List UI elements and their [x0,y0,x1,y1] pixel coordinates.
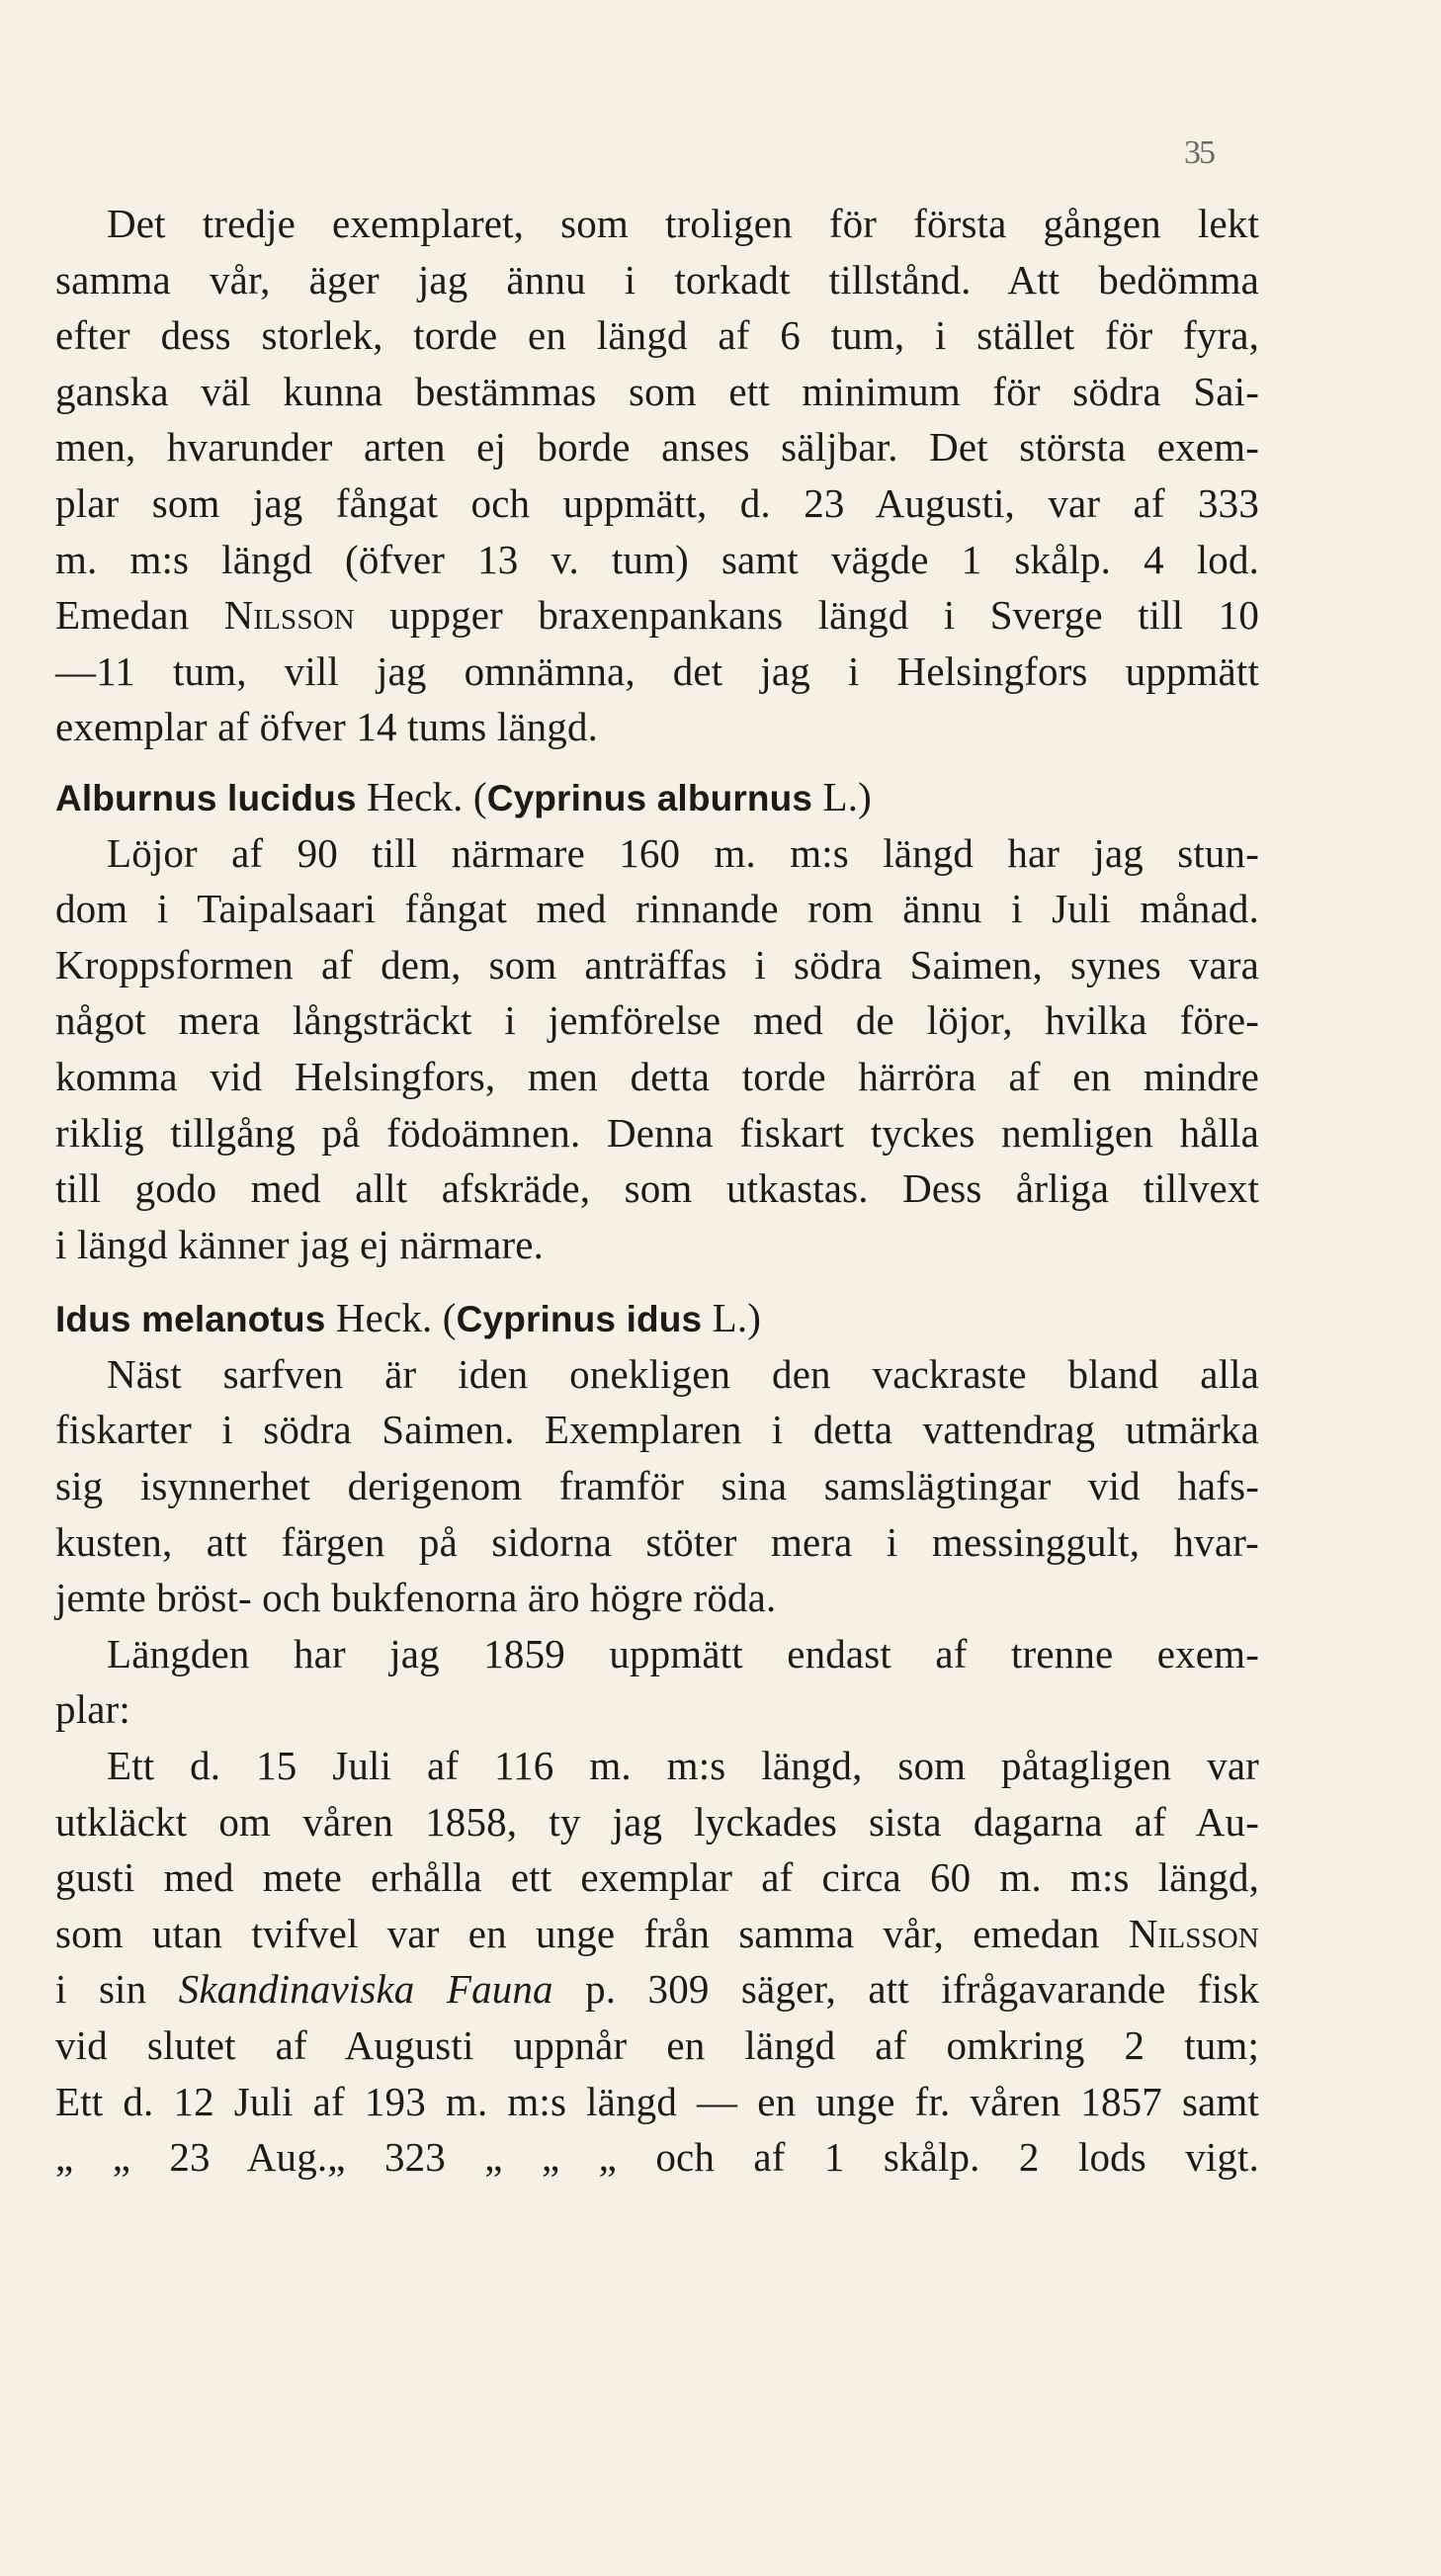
text-line: Ett d. 15 Juli af 116 m. m:s längd, som påtagligen var [107,1743,1259,1789]
species-synonym: Cyprinus alburnus [486,777,813,818]
text-line: något mera långsträckt i jemförelse med de löjor, hvilka före- [55,997,1259,1044]
work-title: Skandinaviska Fauna [178,1966,553,2013]
synonym-authority: L.) [812,773,872,819]
species-name: Alburnus lucidus [55,777,357,818]
text-line: Löjor af 90 till närmare 160 m. m:s längd har jag stun- [107,829,1259,876]
text-line: samma vår, äger jag ännu i torkadt tillstånd. Att bedömma [55,256,1259,302]
paragraph-4 [55,1626,1259,1738]
text-line: fiskarter i södra Saimen. Exemplaren i detta vattendrag utmärka [55,1407,1259,1453]
text-line: ganska väl kunna bestämmas som ett minimum för södra Sai- [55,368,1259,414]
paragraph-3 [55,1346,1259,1626]
text-fragment: i sin [55,1966,179,2013]
text-line: „ „ 23 Aug.„ 323 „ „ „ och af 1 skålp. 2 lods vigt. [55,2134,1259,2181]
text-line: komma vid Helsingfors, men detta torde härröra af en mindre [55,1053,1259,1099]
text-line: jemte bröst- och bukfenorna äro högre röda. [55,1575,777,1621]
author-name: Nilsson [1128,1910,1259,1956]
species-heading-idus [55,1290,1259,1346]
text-line: Ett d. 12 Juli af 193 m. m:s längd — en unge fr. våren 1857 samt [55,2078,1259,2124]
text-fragment: som utan tvifvel var en unge från samma vår, emedan [55,1910,1129,1956]
species-authority: Heck. ( [356,773,487,819]
body-text [55,196,1259,2186]
author-name: Nilsson [223,592,355,639]
text-line: Näst sarfven är iden onekligen den vackraste bland alla [107,1350,1259,1397]
text-fragment: p. 309 säger, att ifrågavarande fisk [552,1966,1259,2013]
paragraph-2 [55,825,1259,1273]
text-line: dom i Taipalsaari fångat med rinnande rom ännu i Juli månad. [55,886,1259,932]
species-heading-alburnus [55,769,1259,825]
page-number: 35 [1184,134,1214,171]
text-line: Längden har jag 1859 uppmätt endast af trenne exem- [107,1630,1259,1676]
text-line [55,1906,1259,1962]
species-synonym: Cyprinus idus [456,1299,703,1340]
species-authority: Heck. ( [325,1295,457,1341]
text-line: plar: [55,1686,130,1733]
text-line: gusti med mete erhålla ett exemplar af circa 60 m. m:s längd, [55,1854,1259,1901]
text-line: vid slutet af Augusti uppnår en längd af omkring 2 tum; [55,2022,1259,2068]
text-fragment: uppger braxenpankans längd i Sverge till 10 [354,592,1259,639]
text-line: —11 tum, vill jag omnämna, det jag i Helsingfors uppmätt [55,647,1259,694]
text-line: i längd känner jag ej närmare. [55,1221,544,1267]
text-line: m. m:s längd (öfver 13 v. tum) samt vägde 1 skålp. 4 lod. [55,536,1259,582]
synonym-authority: L.) [702,1295,762,1341]
text-line: Kroppsformen af dem, som anträffas i södra Saimen, synes vara [55,941,1259,987]
paragraph-5 [55,1738,1259,2186]
text-line: exemplar af öfver 14 tums längd. [55,704,599,750]
text-line: kusten, att färgen på sidorna stöter mera i messinggult, hvar- [55,1518,1259,1565]
text-line: till godo med allt afskräde, som utkastas. Dess årliga tillvext [55,1165,1259,1212]
text-line: sig isynnerhet derigenom framför sina samslägtingar vid hafs- [55,1463,1259,1509]
text-line: men, hvarunder arten ej borde anses säljbar. Det största exem- [55,424,1259,471]
text-line: Det tredje exemplaret, som troligen för första gången lekt [107,201,1259,246]
text-line: utkläckt om våren 1858, ty jag lyckades sista dagarna af Au- [55,1798,1259,1845]
text-line: riklig tillgång på födoämnen. Denna fiskart tyckes nemligen hålla [55,1109,1259,1156]
paragraph-1 [55,196,1259,755]
text-fragment: Emedan [55,592,224,639]
text-line: efter dess storlek, torde en längd af 6 tum, i stället för fyra, [55,312,1259,359]
species-name: Idus melanotus [55,1299,326,1340]
text-line [55,1961,1259,2018]
text-line [55,587,1259,644]
text-line: plar som jag fångat och uppmätt, d. 23 Augusti, var af 333 [55,479,1259,526]
